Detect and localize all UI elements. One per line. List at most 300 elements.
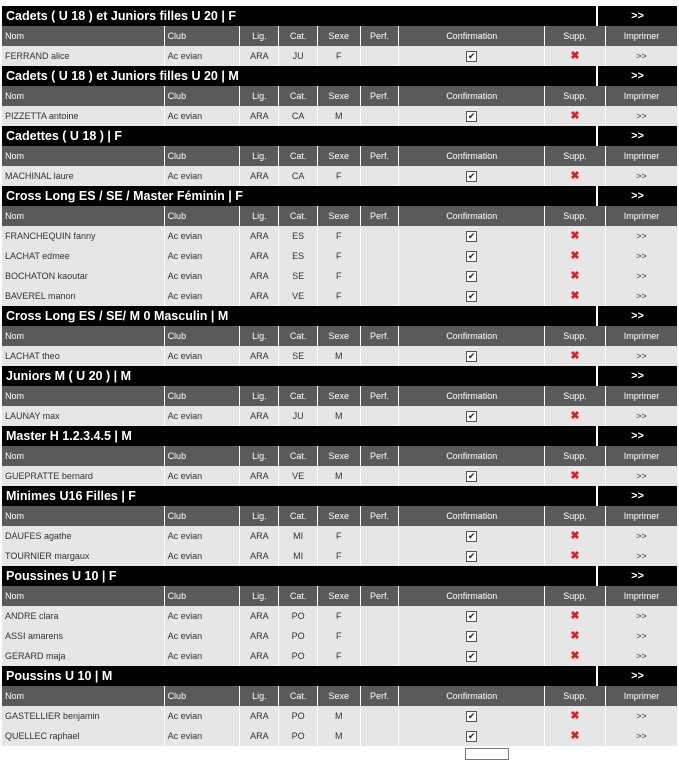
category-title-row bbox=[2, 6, 677, 26]
cell-confirmation bbox=[399, 626, 545, 646]
cell-perf bbox=[361, 226, 400, 246]
cell-cat: CA bbox=[279, 166, 318, 186]
cell-club: Ac evian bbox=[165, 606, 241, 626]
column-header-club: Club bbox=[165, 686, 241, 706]
print-link[interactable]: >> bbox=[636, 731, 647, 741]
delete-icon[interactable]: ✖ bbox=[570, 610, 580, 622]
column-header-sexe: Sexe bbox=[318, 146, 360, 166]
cell-nom: ANDRE clara bbox=[2, 606, 165, 626]
column-header-lig: Lig. bbox=[240, 206, 279, 226]
column-header-supp: Supp. bbox=[545, 326, 606, 346]
column-header-lig: Lig. bbox=[240, 446, 279, 466]
category-section bbox=[2, 186, 677, 306]
column-header-conf: Confirmation bbox=[399, 146, 545, 166]
column-header-club: Club bbox=[165, 146, 241, 166]
category-title-row bbox=[2, 306, 677, 326]
cell-delete bbox=[545, 106, 606, 126]
column-header-imp: Imprimer bbox=[623, 211, 660, 221]
column-header-cat: Cat. bbox=[279, 586, 318, 606]
category-title: Master H 1.2.3.4.5 | M bbox=[2, 426, 596, 446]
cell-delete bbox=[545, 226, 606, 246]
confirm-checkbox[interactable]: ✔ bbox=[467, 631, 476, 642]
cell-confirmation bbox=[399, 406, 545, 426]
delete-icon[interactable]: ✖ bbox=[570, 110, 580, 122]
column-header-row bbox=[2, 386, 677, 406]
category-title: Cross Long ES / SE/ M 0 Masculin | M bbox=[2, 306, 596, 326]
column-header-sexe: Sexe bbox=[318, 26, 360, 46]
cell-sexe: F bbox=[318, 526, 360, 546]
expand-button[interactable]: >> bbox=[598, 186, 677, 206]
cell-perf bbox=[361, 106, 400, 126]
column-header-perf: Perf. bbox=[361, 446, 400, 466]
cell-perf bbox=[361, 526, 400, 546]
cell-cat: VE bbox=[279, 286, 318, 306]
cell-sexe: M bbox=[318, 466, 360, 486]
confirm-checkbox[interactable]: ✔ bbox=[467, 251, 476, 262]
column-header-cat: Cat. bbox=[279, 326, 318, 346]
cell-cat: ES bbox=[279, 246, 318, 266]
cell-perf bbox=[361, 286, 400, 306]
column-header-imp: Imprimer bbox=[623, 691, 660, 701]
confirm-checkbox[interactable]: ✔ bbox=[467, 231, 476, 242]
pagination-box[interactable] bbox=[465, 748, 509, 760]
cell-sexe: F bbox=[318, 246, 360, 266]
confirm-checkbox[interactable]: ✔ bbox=[467, 471, 476, 482]
column-header-perf: Perf. bbox=[361, 86, 400, 106]
cell-nom: FRANCHEQUIN fanny bbox=[2, 226, 165, 246]
column-header-club: Club bbox=[165, 386, 241, 406]
category-title-row bbox=[2, 486, 677, 506]
category-title: Cadettes ( U 18 ) | F bbox=[2, 126, 596, 146]
cell-club: Ac evian bbox=[165, 626, 241, 646]
cell-confirmation bbox=[399, 546, 545, 566]
cell-sexe: M bbox=[318, 106, 360, 126]
print-link[interactable]: >> bbox=[636, 271, 647, 281]
cell-sexe: M bbox=[318, 726, 360, 746]
column-header-lig: Lig. bbox=[240, 86, 279, 106]
cell-lig: ARA bbox=[240, 226, 279, 246]
table-row bbox=[2, 606, 677, 626]
cell-cat: VE bbox=[279, 466, 318, 486]
cell-lig: ARA bbox=[240, 166, 279, 186]
category-title: Poussins U 10 | M bbox=[2, 666, 596, 686]
cell-delete bbox=[545, 706, 606, 726]
print-link[interactable]: >> bbox=[636, 111, 647, 121]
column-header-nom: Nom bbox=[2, 386, 165, 406]
category-section bbox=[2, 6, 677, 66]
confirm-checkbox[interactable]: ✔ bbox=[467, 351, 476, 362]
column-header-supp: Supp. bbox=[545, 506, 606, 526]
cell-delete bbox=[545, 246, 606, 266]
print-link[interactable]: >> bbox=[636, 351, 647, 361]
cell-club: Ac evian bbox=[165, 286, 241, 306]
table-row bbox=[2, 646, 677, 666]
print-link[interactable]: >> bbox=[636, 411, 647, 421]
cell-sexe: F bbox=[318, 266, 360, 286]
cell-cat: PO bbox=[279, 646, 318, 666]
cell-delete bbox=[545, 466, 606, 486]
cell-delete bbox=[545, 726, 606, 746]
column-header-conf: Confirmation bbox=[399, 506, 545, 526]
cell-lig: ARA bbox=[240, 626, 279, 646]
cell-club: Ac evian bbox=[165, 46, 241, 66]
cell-delete bbox=[545, 166, 606, 186]
cell-sexe: F bbox=[318, 626, 360, 646]
column-header-club: Club bbox=[165, 206, 241, 226]
cell-nom: GERARD maja bbox=[2, 646, 165, 666]
cell-delete bbox=[545, 546, 606, 566]
cell-cat: MI bbox=[279, 526, 318, 546]
column-header-lig: Lig. bbox=[240, 686, 279, 706]
column-header-imp: Imprimer bbox=[623, 331, 660, 341]
column-header-nom: Nom bbox=[2, 506, 165, 526]
cell-cat: PO bbox=[279, 726, 318, 746]
column-header-club: Club bbox=[165, 326, 241, 346]
delete-icon[interactable]: ✖ bbox=[570, 550, 580, 562]
cell-perf bbox=[361, 466, 400, 486]
cell-nom: BOCHATON kaoutar bbox=[2, 266, 165, 286]
table-row bbox=[2, 246, 677, 266]
category-title: Juniors M ( U 20 ) | M bbox=[2, 366, 596, 386]
print-link[interactable]: >> bbox=[636, 551, 647, 561]
cell-club: Ac evian bbox=[165, 706, 241, 726]
column-header-imp: Imprimer bbox=[623, 151, 660, 161]
column-header-conf: Confirmation bbox=[399, 586, 545, 606]
cell-lig: ARA bbox=[240, 246, 279, 266]
delete-icon[interactable]: ✖ bbox=[570, 410, 580, 422]
column-header-nom: Nom bbox=[2, 326, 165, 346]
column-header-sexe: Sexe bbox=[318, 446, 360, 466]
confirm-checkbox[interactable]: ✔ bbox=[467, 291, 476, 302]
delete-icon[interactable]: ✖ bbox=[570, 710, 580, 722]
print-link[interactable]: >> bbox=[636, 651, 647, 661]
cell-delete bbox=[545, 406, 606, 426]
column-header-nom: Nom bbox=[2, 26, 165, 46]
confirm-checkbox[interactable]: ✔ bbox=[467, 171, 476, 182]
category-title-row bbox=[2, 186, 677, 206]
delete-icon[interactable]: ✖ bbox=[570, 290, 580, 302]
column-header-sexe: Sexe bbox=[318, 686, 360, 706]
cell-lig: ARA bbox=[240, 526, 279, 546]
cell-club: Ac evian bbox=[165, 466, 241, 486]
category-section bbox=[2, 306, 677, 366]
delete-icon[interactable]: ✖ bbox=[570, 50, 580, 62]
column-header-sexe: Sexe bbox=[318, 326, 360, 346]
cell-nom: PIZZETTA antoine bbox=[2, 106, 165, 126]
cell-confirmation bbox=[399, 646, 545, 666]
cell-lig: ARA bbox=[240, 546, 279, 566]
cell-cat: SE bbox=[279, 346, 318, 366]
column-header-lig: Lig. bbox=[240, 506, 279, 526]
print-link[interactable]: >> bbox=[636, 231, 647, 241]
column-header-conf: Confirmation bbox=[399, 386, 545, 406]
cell-delete bbox=[545, 606, 606, 626]
column-header-imp: Imprimer bbox=[623, 31, 660, 41]
cell-nom: TOURNIER margaux bbox=[2, 546, 165, 566]
cell-nom: GASTELLIER benjamin bbox=[2, 706, 165, 726]
cell-nom: GUEPRATTE bernard bbox=[2, 466, 165, 486]
confirm-checkbox[interactable]: ✔ bbox=[467, 731, 476, 742]
column-header-cat: Cat. bbox=[279, 206, 318, 226]
expand-button[interactable]: >> bbox=[598, 426, 677, 446]
table-row bbox=[2, 626, 677, 646]
cell-perf bbox=[361, 546, 400, 566]
confirm-checkbox[interactable]: ✔ bbox=[467, 111, 476, 122]
column-header-conf: Confirmation bbox=[399, 686, 545, 706]
category-title-row bbox=[2, 126, 677, 146]
cell-delete bbox=[545, 646, 606, 666]
table-row bbox=[2, 286, 677, 306]
print-link[interactable]: >> bbox=[636, 51, 647, 61]
table-row bbox=[2, 706, 677, 726]
cell-club: Ac evian bbox=[165, 266, 241, 286]
column-header-lig: Lig. bbox=[240, 326, 279, 346]
print-link[interactable]: >> bbox=[636, 291, 647, 301]
table-row bbox=[2, 166, 677, 186]
cell-perf bbox=[361, 606, 400, 626]
table-row bbox=[2, 526, 677, 546]
column-header-club: Club bbox=[165, 446, 241, 466]
cell-confirmation bbox=[399, 266, 545, 286]
column-header-perf: Perf. bbox=[361, 586, 400, 606]
column-header-club: Club bbox=[165, 586, 241, 606]
cell-delete bbox=[545, 346, 606, 366]
column-header-row bbox=[2, 146, 677, 166]
cell-lig: ARA bbox=[240, 726, 279, 746]
cell-delete bbox=[545, 526, 606, 546]
cell-sexe: M bbox=[318, 346, 360, 366]
cell-confirmation bbox=[399, 226, 545, 246]
column-header-nom: Nom bbox=[2, 686, 165, 706]
column-header-nom: Nom bbox=[2, 446, 165, 466]
category-section bbox=[2, 366, 677, 426]
confirm-checkbox[interactable]: ✔ bbox=[467, 551, 476, 562]
cell-club: Ac evian bbox=[165, 546, 241, 566]
table-row bbox=[2, 546, 677, 566]
column-header-supp: Supp. bbox=[545, 146, 606, 166]
print-link[interactable]: >> bbox=[636, 631, 647, 641]
delete-icon[interactable]: ✖ bbox=[570, 350, 580, 362]
column-header-perf: Perf. bbox=[361, 326, 400, 346]
category-section bbox=[2, 486, 677, 566]
column-header-conf: Confirmation bbox=[399, 446, 545, 466]
expand-button[interactable]: >> bbox=[598, 486, 677, 506]
confirm-checkbox[interactable]: ✔ bbox=[467, 651, 476, 662]
confirm-checkbox[interactable]: ✔ bbox=[467, 711, 476, 722]
column-header-imp: Imprimer bbox=[623, 391, 660, 401]
column-header-club: Club bbox=[165, 506, 241, 526]
delete-icon[interactable]: ✖ bbox=[570, 630, 580, 642]
cell-confirmation bbox=[399, 106, 545, 126]
expand-button[interactable]: >> bbox=[598, 306, 677, 326]
column-header-supp: Supp. bbox=[545, 446, 606, 466]
column-header-cat: Cat. bbox=[279, 686, 318, 706]
delete-icon[interactable]: ✖ bbox=[570, 530, 580, 542]
delete-icon[interactable]: ✖ bbox=[570, 250, 580, 262]
cell-lig: ARA bbox=[240, 346, 279, 366]
cell-cat: CA bbox=[279, 106, 318, 126]
category-title: Poussines U 10 | F bbox=[2, 566, 596, 586]
expand-button[interactable]: >> bbox=[598, 366, 677, 386]
cell-cat: SE bbox=[279, 266, 318, 286]
cell-delete bbox=[545, 46, 606, 66]
column-header-club: Club bbox=[165, 86, 241, 106]
confirm-checkbox[interactable]: ✔ bbox=[467, 531, 476, 542]
column-header-supp: Supp. bbox=[545, 586, 606, 606]
column-header-perf: Perf. bbox=[361, 686, 400, 706]
column-header-nom: Nom bbox=[2, 146, 165, 166]
column-header-supp: Supp. bbox=[545, 386, 606, 406]
delete-icon[interactable]: ✖ bbox=[570, 650, 580, 662]
delete-icon[interactable]: ✖ bbox=[570, 470, 580, 482]
column-header-row bbox=[2, 326, 677, 346]
confirm-checkbox[interactable]: ✔ bbox=[467, 271, 476, 282]
cell-club: Ac evian bbox=[165, 246, 241, 266]
cell-confirmation bbox=[399, 706, 545, 726]
cell-perf bbox=[361, 266, 400, 286]
expand-button[interactable]: >> bbox=[598, 6, 677, 26]
cell-nom: LAUNAY max bbox=[2, 406, 165, 426]
cell-confirmation bbox=[399, 526, 545, 546]
print-link[interactable]: >> bbox=[636, 711, 647, 721]
column-header-nom: Nom bbox=[2, 206, 165, 226]
expand-button[interactable]: >> bbox=[598, 666, 677, 686]
cell-lig: ARA bbox=[240, 106, 279, 126]
cell-cat: PO bbox=[279, 606, 318, 626]
delete-icon[interactable]: ✖ bbox=[570, 270, 580, 282]
column-header-sexe: Sexe bbox=[318, 386, 360, 406]
confirm-checkbox[interactable]: ✔ bbox=[467, 51, 476, 62]
table-row bbox=[2, 266, 677, 286]
cell-cat: JU bbox=[279, 406, 318, 426]
cell-confirmation bbox=[399, 466, 545, 486]
category-title-row bbox=[2, 366, 677, 386]
column-header-supp: Supp. bbox=[545, 86, 606, 106]
cell-perf bbox=[361, 246, 400, 266]
cell-perf bbox=[361, 626, 400, 646]
column-header-conf: Confirmation bbox=[399, 86, 545, 106]
cell-sexe: F bbox=[318, 646, 360, 666]
cell-nom: MACHINAL laure bbox=[2, 166, 165, 186]
cell-delete bbox=[545, 286, 606, 306]
column-header-sexe: Sexe bbox=[318, 506, 360, 526]
cell-confirmation bbox=[399, 346, 545, 366]
expand-button[interactable]: >> bbox=[598, 66, 677, 86]
cell-cat: ES bbox=[279, 226, 318, 246]
column-header-cat: Cat. bbox=[279, 506, 318, 526]
cell-sexe: F bbox=[318, 546, 360, 566]
column-header-cat: Cat. bbox=[279, 446, 318, 466]
cell-club: Ac evian bbox=[165, 226, 241, 246]
cell-club: Ac evian bbox=[165, 726, 241, 746]
column-header-nom: Nom bbox=[2, 86, 165, 106]
cell-cat: PO bbox=[279, 626, 318, 646]
cell-cat: JU bbox=[279, 46, 318, 66]
entries-list bbox=[2, 6, 677, 746]
cell-perf bbox=[361, 46, 400, 66]
cell-perf bbox=[361, 706, 400, 726]
cell-lig: ARA bbox=[240, 46, 279, 66]
category-section bbox=[2, 126, 677, 186]
cell-lig: ARA bbox=[240, 466, 279, 486]
category-title: Cadets ( U 18 ) et Juniors filles U 20 | M bbox=[2, 66, 596, 86]
column-header-perf: Perf. bbox=[361, 146, 400, 166]
table-row bbox=[2, 726, 677, 746]
print-link[interactable]: >> bbox=[636, 171, 647, 181]
cell-club: Ac evian bbox=[165, 346, 241, 366]
column-header-supp: Supp. bbox=[545, 206, 606, 226]
confirm-checkbox[interactable]: ✔ bbox=[467, 611, 476, 622]
column-header-sexe: Sexe bbox=[318, 586, 360, 606]
cell-perf bbox=[361, 726, 400, 746]
column-header-perf: Perf. bbox=[361, 386, 400, 406]
cell-lig: ARA bbox=[240, 706, 279, 726]
column-header-row bbox=[2, 86, 677, 106]
column-header-imp: Imprimer bbox=[623, 91, 660, 101]
print-link[interactable]: >> bbox=[636, 471, 647, 481]
cell-nom: QUELLEC raphael bbox=[2, 726, 165, 746]
table-row bbox=[2, 46, 677, 66]
delete-icon[interactable]: ✖ bbox=[570, 230, 580, 242]
cell-sexe: F bbox=[318, 286, 360, 306]
column-header-cat: Cat. bbox=[279, 386, 318, 406]
cell-lig: ARA bbox=[240, 406, 279, 426]
column-header-conf: Confirmation bbox=[399, 206, 545, 226]
column-header-imp: Imprimer bbox=[623, 451, 660, 461]
cell-club: Ac evian bbox=[165, 646, 241, 666]
print-link[interactable]: >> bbox=[636, 611, 647, 621]
cell-confirmation bbox=[399, 166, 545, 186]
column-header-row bbox=[2, 446, 677, 466]
cell-sexe: M bbox=[318, 706, 360, 726]
cell-sexe: F bbox=[318, 226, 360, 246]
cell-perf bbox=[361, 346, 400, 366]
cell-nom: LACHAT edmee bbox=[2, 246, 165, 266]
cell-sexe: M bbox=[318, 406, 360, 426]
expand-button[interactable]: >> bbox=[598, 126, 677, 146]
cell-nom: FERRAND alice bbox=[2, 46, 165, 66]
print-link[interactable]: >> bbox=[636, 251, 647, 261]
delete-icon[interactable]: ✖ bbox=[570, 730, 580, 742]
cell-nom: BAVEREL manon bbox=[2, 286, 165, 306]
column-header-imp: Imprimer bbox=[623, 591, 660, 601]
column-header-cat: Cat. bbox=[279, 86, 318, 106]
column-header-lig: Lig. bbox=[240, 586, 279, 606]
delete-icon[interactable]: ✖ bbox=[570, 170, 580, 182]
column-header-row bbox=[2, 26, 677, 46]
cell-sexe: F bbox=[318, 166, 360, 186]
cell-club: Ac evian bbox=[165, 526, 241, 546]
category-title: Cross Long ES / SE / Master Féminin | F bbox=[2, 186, 596, 206]
cell-confirmation bbox=[399, 286, 545, 306]
column-header-imp: Imprimer bbox=[623, 511, 660, 521]
cell-nom: LACHAT theo bbox=[2, 346, 165, 366]
column-header-sexe: Sexe bbox=[318, 86, 360, 106]
category-section bbox=[2, 66, 677, 126]
column-header-lig: Lig. bbox=[240, 146, 279, 166]
cell-confirmation bbox=[399, 726, 545, 746]
column-header-conf: Confirmation bbox=[399, 26, 545, 46]
cell-lig: ARA bbox=[240, 286, 279, 306]
category-section bbox=[2, 426, 677, 486]
print-link[interactable]: >> bbox=[636, 531, 647, 541]
confirm-checkbox[interactable]: ✔ bbox=[467, 411, 476, 422]
cell-sexe: F bbox=[318, 46, 360, 66]
table-row bbox=[2, 346, 677, 366]
column-header-perf: Perf. bbox=[361, 506, 400, 526]
table-row bbox=[2, 466, 677, 486]
expand-button[interactable]: >> bbox=[598, 566, 677, 586]
